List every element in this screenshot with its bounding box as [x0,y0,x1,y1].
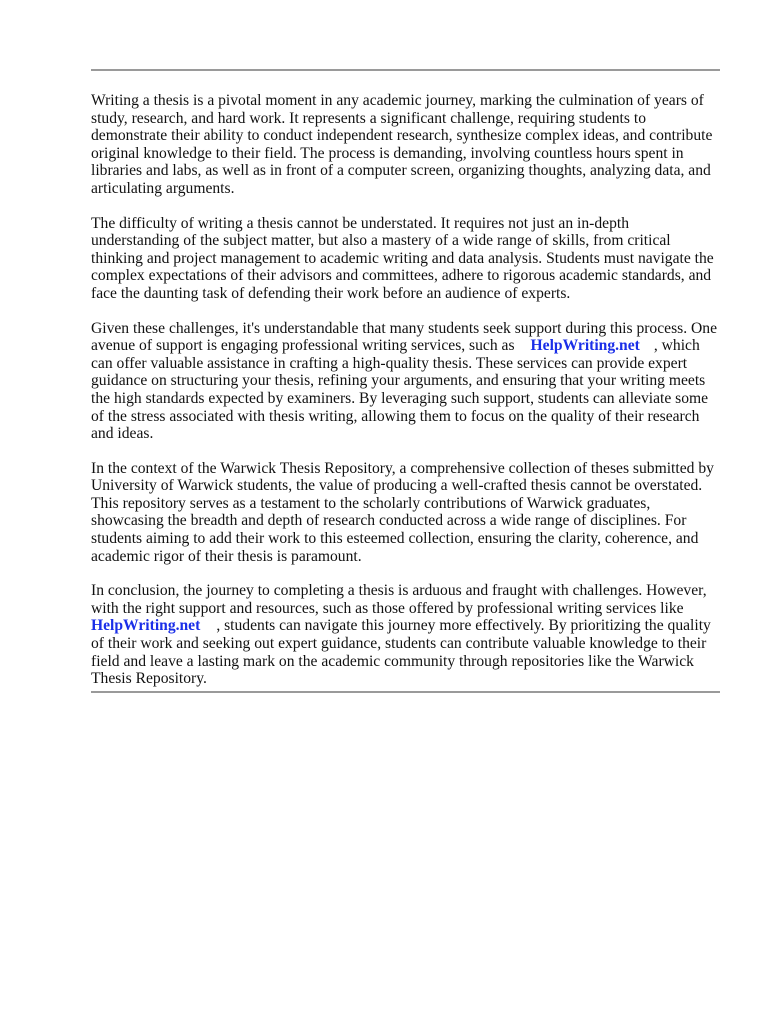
paragraph-2: The difficulty of writing a thesis cannot be understated. It requires not just an in-depth understanding of the subject matter, but also a mastery of a wide range of skills, from critical thinking and project management to academic writing and data analysis. Students must navigate the complex expectations of their advisors and committees, adhere to rigorous academic standards, and face the daunting task of defending their work before an audience of experts. [91,214,714,302]
paragraph-4: In the context of the Warwick Thesis Repository, a comprehensive collection of theses submitted by University of Warwick students, the value of producing a well-crafted thesis cannot be overstated. This repository serves as a testament to the scholarly contributions of Warwick graduates, showcasing the breadth and depth of research conducted across a wide range of disciplines. For students aiming to add their work to this esteemed collection, ensuring the clarity, coherence, and academic rigor of their thesis is paramount. [91,459,714,565]
paragraph-5-text-before: In conclusion, the journey to completing a thesis is arduous and fraught with challenges. However, with the right support and resources, such as those offered by professional writing services like [91,582,707,617]
document-body [91,92,721,705]
top-divider [91,69,720,71]
paragraph-5-text-after: , students can navigate this journey more effectively. By prioritizing the quality of their work and seeking out expert guidance, students can contribute valuable knowledge to their field and leave a lasting mark on the academic community through repositories like the Warwick Thesis Repository. [91,617,711,688]
helpwriting-link[interactable]: HelpWriting.net [91,617,201,635]
paragraph-3-text-after: , which can offer valuable assistance in crafting a high-quality thesis. These services can provide expert guidance on structuring your thesis, refining your arguments, and ensuring that your writing meets the high standards expected by examiners. By leveraging such support, students can alleviate some of the stress associated with thesis writing, allowing them to focus on the quality of their research and ideas. [91,337,709,443]
paragraph-3-text-before: Given these challenges, it's understandable that many students seek support during this process. One avenue of support is engaging professional writing services, such as [91,319,717,355]
bottom-divider [91,691,720,693]
paragraph-1: Writing a thesis is a pivotal moment in any academic journey, marking the culmination of years of study, research, and hard work. It represents a significant challenge, requiring students to demonstrate their ability to conduct independent research, synthesize complex ideas, and contribute original knowledge to their field. The process is demanding, involving countless hours spent in libraries and labs, as well as in front of a computer screen, organizing thoughts, analyzing data, and articulating arguments. [91,92,713,197]
paragraph-5 [91,582,721,688]
helpwriting-link[interactable]: HelpWriting.net [530,337,640,355]
paragraph-3 [91,320,721,443]
